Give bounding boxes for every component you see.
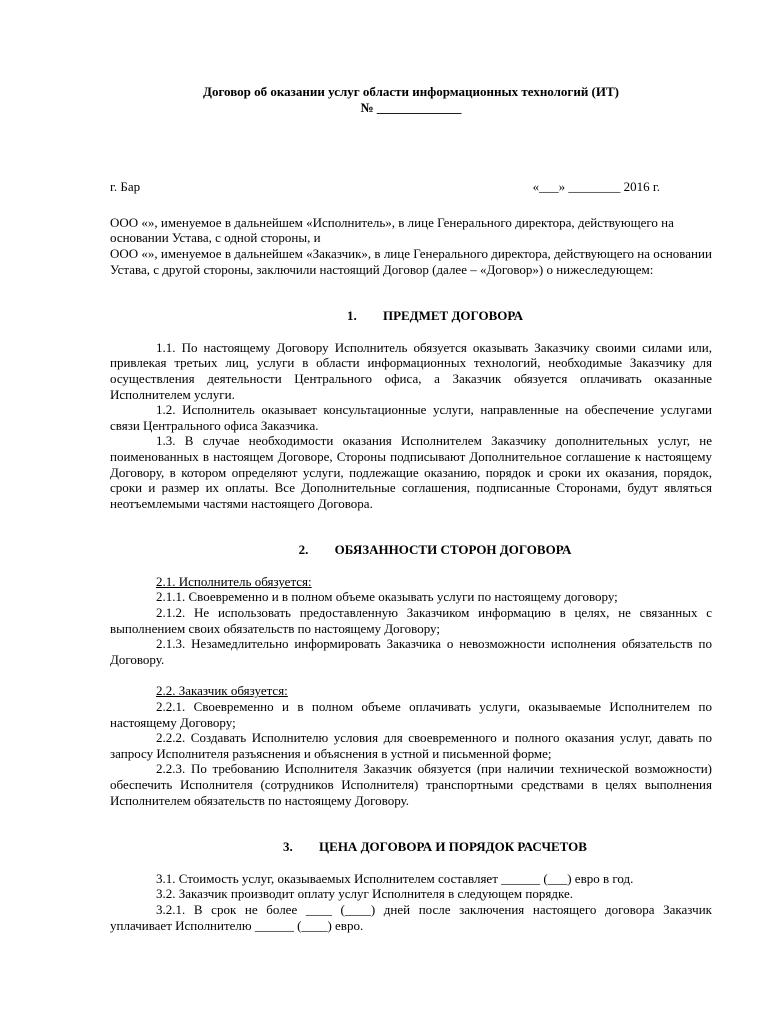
contract-date: «___» ________ 2016 г. [532, 179, 660, 195]
clause-3-2: 3.2. Заказчик производит оплату услуг Исполнителя в следующем порядке. [156, 886, 573, 902]
clause-2-1-3: 2.1.3. Незамедлительно информировать Заказчика о невозможности исполнения обязательств по Договору. [110, 636, 712, 667]
section-1-heading [110, 308, 712, 324]
clause-3-1: 3.1. Стоимость услуг, оказываемых Исполнителем составляет ______ (___) евро в год. [156, 870, 634, 886]
city: г. Бар [110, 179, 141, 195]
clause-2-2-3: 2.2.3. По требованию Исполнителя Заказчик обязуется (при наличии технической возможности) обеспечить Исполнителя (сотрудников Исполнителя) транспортными средствами в целях выполнения Исполнителем обязательств по настоящему Договору. [110, 761, 712, 808]
subsection-2-1-label: 2.1. Исполнитель обязуется: [156, 573, 312, 589]
clause-1-1: 1.1. По настоящему Договору Исполнитель обязуется оказывать Заказчику своими силами или, привлекая третьих лиц, услуги в области информационных технологий, необходимые Заказчику для осуществления деятельности Центрального офиса, а Заказчик обязуется оплачивать оказанные Исполнителем услуги. [110, 339, 712, 402]
section-3-title: ЦЕНА ДОГОВОРА И ПОРЯДОК РАСЧЕТОВ [319, 839, 587, 855]
section-1-number: 1. [346, 308, 357, 324]
subsection-2-2-label: 2.2. Заказчик обязуется: [156, 683, 288, 699]
section-2-number: 2. [298, 542, 309, 558]
preamble-customer: ООО «», именуемое в дальнейшем «Заказчик», в лице Генерального директора, действующего на основании Устава, с другой стороны, заключили настоящий Договор (далее – «Договор») о нижеследующем: [110, 245, 712, 277]
clause-2-2-1: 2.2.1. Своевременно и в полном объеме оплачивать услуги, оказываемые Исполнителем по настоящему Договору; [110, 699, 712, 730]
contract-number: № _____________ [360, 99, 462, 115]
clause-2-2-2: 2.2.2. Создавать Исполнителю условия для своевременного и полного оказания услуг, давать по запросу Исполнителя разъяснения и объяснения в устной и письменной форме; [110, 730, 712, 761]
document-title: Договор об оказании услуг области информационных технологий (ИТ) [203, 84, 619, 99]
section-3-heading [110, 839, 712, 855]
section-3-number: 3. [283, 839, 293, 855]
place-date-row [110, 179, 712, 195]
clause-1-3: 1.3. В случае необходимости оказания Исполнителем Заказчику дополнительных услуг, не поименованных в настоящем Договоре, Стороны подписывают Дополнительное соглашение к настоящему Договору, в котором определяют услуги, подлежащие оказанию, порядок и сроки их оказания, порядок, сроки и размер их оплаты. Все Дополнительные соглашения, подписанные Сторонами, будут являться неотъемлемыми частями настоящего Договора. [110, 433, 712, 511]
clause-2-1-1: 2.1.1. Своевременно и в полном объеме оказывать услуги по настоящему договору; [156, 589, 618, 605]
subsection-2-1 [110, 574, 712, 590]
clause-3-2-1: 3.2.1. В срок не более ____ (____) дней после заключения настоящего договора Заказчик уплачивает Исполнителю ______ (____) евро. [110, 901, 712, 933]
section-1-title: ПРЕДМЕТ ДОГОВОРА [382, 308, 524, 324]
subsection-2-2 [110, 683, 712, 699]
preamble-executor: ООО «», именуемое в дальнейшем «Исполнитель», в лице Генерального директора, действующего на основании Устава, с одной стороны, и [110, 214, 674, 246]
section-2-title: ОБЯЗАННОСТИ СТОРОН ДОГОВОРА [334, 542, 572, 558]
section-2-heading [110, 542, 712, 558]
document-body [110, 84, 712, 933]
clause-2-1-2: 2.1.2. Не использовать предоставленную Заказчиком информацию в целях, не связанных с выполнением своих обязательств по настоящему Договору; [110, 605, 712, 636]
clause-1-2: 1.2. Исполнитель оказывает консультационные услуги, направленные на обеспечение услугами связи Центрального офиса Заказчика. [110, 402, 712, 433]
